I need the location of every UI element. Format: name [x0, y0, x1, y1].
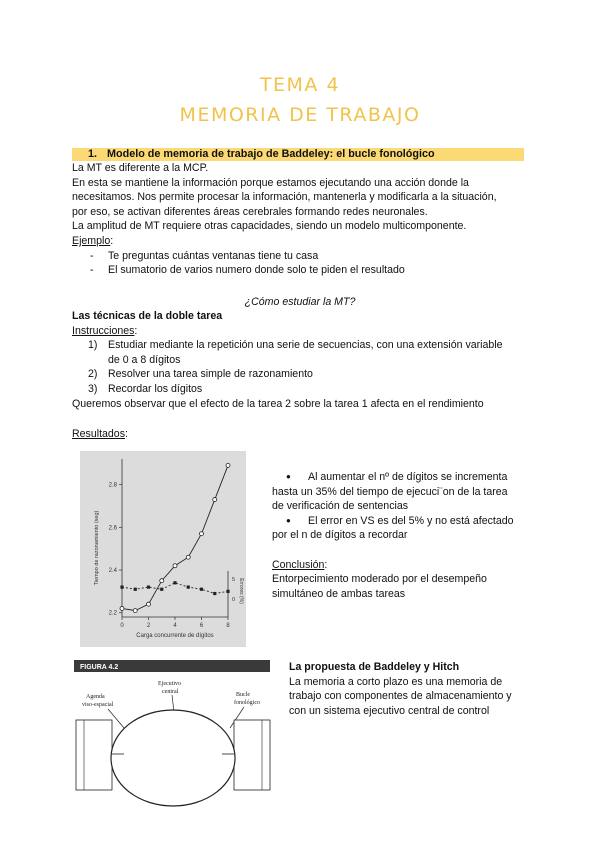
results-chart-svg: [80, 451, 246, 647]
data-point-errors: [187, 586, 190, 589]
paragraph: por eso, se activan diferentes áreas cerebrales formando redes neuronales.: [72, 205, 428, 218]
conclusion-label: Conclusión: [272, 558, 325, 571]
figure-label-right: Bucle: [236, 692, 250, 698]
list-item-continuation: [72, 353, 532, 368]
conclusion-line: [272, 558, 532, 573]
list-item: [72, 263, 532, 278]
page-subtitle: MEMORIA DE TRABAJO: [179, 104, 421, 126]
figure-diagram: [72, 658, 272, 848]
conclusion-text: simultáneo de ambas tareas: [272, 587, 406, 600]
item-text: Resolver una tarea simple de razonamiento: [108, 368, 313, 381]
chart-background: [80, 451, 246, 647]
techniques-block: [72, 309, 532, 411]
paragraph: Queremos observar que el efecto de la tarea 2 sobre la tarea 1 afecta en el rendimiento: [72, 397, 484, 410]
list-item: [72, 367, 532, 382]
results-chart: [80, 451, 246, 647]
example-label-line: [72, 234, 532, 249]
right-axis-label: Errores (%): [238, 578, 244, 604]
baddeley-block: [289, 660, 549, 718]
y-tick-label: 2.6: [108, 525, 117, 532]
paragraph: La MT es diferente a la MCP.: [72, 162, 209, 174]
item-text: de 0 a 8 dígitos: [108, 353, 181, 366]
figure-central-executive: [111, 710, 235, 806]
list-item: [72, 382, 532, 397]
dash: -: [90, 249, 94, 262]
instructions-line: [72, 324, 532, 339]
bullet-text: por el n de dígitos a recordar: [272, 529, 408, 542]
x-tick-label: 0: [120, 623, 124, 629]
figure-label-left: viso-espacial: [82, 702, 114, 708]
results-colon: :: [125, 428, 128, 440]
data-point-time: [213, 498, 217, 502]
data-point-errors: [134, 588, 137, 591]
y-tick-label: 2.2: [108, 610, 117, 617]
example-colon: :: [110, 234, 114, 247]
instructions-colon: :: [134, 324, 138, 337]
data-point-errors: [160, 588, 163, 591]
x-tick-label: 8: [226, 623, 230, 629]
example-text: Te preguntas cuántas ventanas tiene tu casa: [108, 249, 319, 262]
figure-label-center: central: [162, 689, 179, 695]
figure-left-store: [76, 720, 112, 790]
item-text: Estudiar mediante la repetición una serie de secuencias, con una extensión variable: [108, 339, 503, 352]
baddeley-heading: La propuesta de Baddeley y Hitch: [289, 661, 460, 673]
instructions-label: Instrucciones: [72, 324, 135, 337]
item-number: 3): [88, 382, 98, 395]
y-tick-label: 2.4: [108, 568, 117, 575]
bullet-text: de verificación de sentencias: [272, 500, 409, 513]
results-line: [72, 427, 532, 442]
data-point-time: [160, 579, 164, 583]
figure-label-right: fonológico: [234, 700, 260, 706]
data-point-errors: [200, 588, 203, 591]
section-body: [72, 161, 532, 278]
y-axis-label: Tiempo de razonamiento (seg): [94, 510, 100, 586]
figure-right-store: [234, 720, 270, 790]
data-point-time: [226, 463, 230, 467]
data-point-errors: [226, 590, 229, 593]
item-number: 2): [88, 368, 98, 381]
section-heading-text: Modelo de memoria de trabajo de Baddeley: el bucle fonológico: [107, 148, 435, 160]
data-point-time: [173, 564, 177, 568]
data-point-time: [186, 555, 190, 559]
figure-tag: FIGURA 4.2: [80, 664, 119, 671]
data-point-time: [147, 602, 151, 606]
baddeley-text: La memoria a corto plazo es una memoria de: [289, 675, 503, 688]
results-label: Resultados: [72, 428, 125, 440]
section-heading: [88, 148, 435, 161]
data-point-errors: [147, 586, 150, 589]
results-bullets: [272, 470, 532, 601]
item-text: Recordar los dígitos: [108, 382, 203, 395]
x-tick-label: 2: [146, 623, 151, 629]
right-tick-label: 5: [232, 577, 236, 583]
paragraph: necesitamos. Nos permite procesar la información, mantenerla y modificarla a la situación,: [72, 191, 497, 204]
item-number: 1): [88, 339, 98, 352]
x-axis-label: Carga concurrente de dígitos: [136, 633, 214, 639]
list-item: [72, 249, 532, 264]
data-point-time: [133, 609, 137, 613]
conclusion-text: Entorpecimiento moderado por el desempeño: [272, 573, 487, 586]
spacer: [272, 543, 532, 558]
question: ¿Cómo estudiar la MT?: [244, 296, 356, 308]
baddeley-text: trabajo con componentes de almacenamiento y: [289, 690, 512, 703]
y-tick-label: 2.8: [108, 482, 117, 489]
bullet-text: El error en VS es del 5% y no está afectado: [308, 514, 514, 527]
paragraph: En esta se mantiene la información porque estamos ejecutando una acción donde la: [72, 176, 469, 189]
figure-label-left: Agenda: [86, 694, 105, 700]
techniques-heading: Las técnicas de la doble tarea: [72, 310, 223, 322]
data-point-errors: [213, 592, 216, 595]
right-tick-label: 0: [232, 597, 236, 603]
figure-label-center: Ejecutivo: [158, 681, 181, 687]
example-label: Ejemplo: [72, 234, 111, 247]
x-tick-label: 4: [173, 623, 177, 629]
data-point-errors: [120, 586, 123, 589]
section-number: 1.: [88, 148, 98, 160]
bullet-text: Al aumentar el nº de dígitos se incrementa: [308, 471, 508, 483]
dash: -: [90, 264, 94, 277]
bullet-item: [272, 470, 532, 485]
list-item: [72, 338, 532, 353]
bullet-item: [272, 514, 532, 529]
baddeley-text: con un sistema ejecutivo central de control: [289, 704, 490, 717]
data-point-errors: [173, 581, 176, 584]
data-point-time: [200, 532, 204, 536]
figure-diagram-svg: [72, 658, 272, 848]
x-tick-label: 6: [199, 623, 204, 629]
data-point-time: [120, 606, 124, 610]
paragraph: La amplitud de MT requiere otras capacidades, siendo un modelo multicomponente.: [72, 220, 467, 233]
bullet-text: hasta un 35% del tiempo de ejecuci¨on de la tarea: [272, 485, 508, 498]
bullet-icon: ●: [286, 472, 291, 481]
conclusion-colon: :: [324, 558, 328, 571]
page-title: TEMA 4: [259, 74, 341, 96]
example-text: El sumatorio de varios numero donde solo te piden el resultado: [108, 264, 405, 277]
bullet-icon: ●: [286, 515, 291, 525]
